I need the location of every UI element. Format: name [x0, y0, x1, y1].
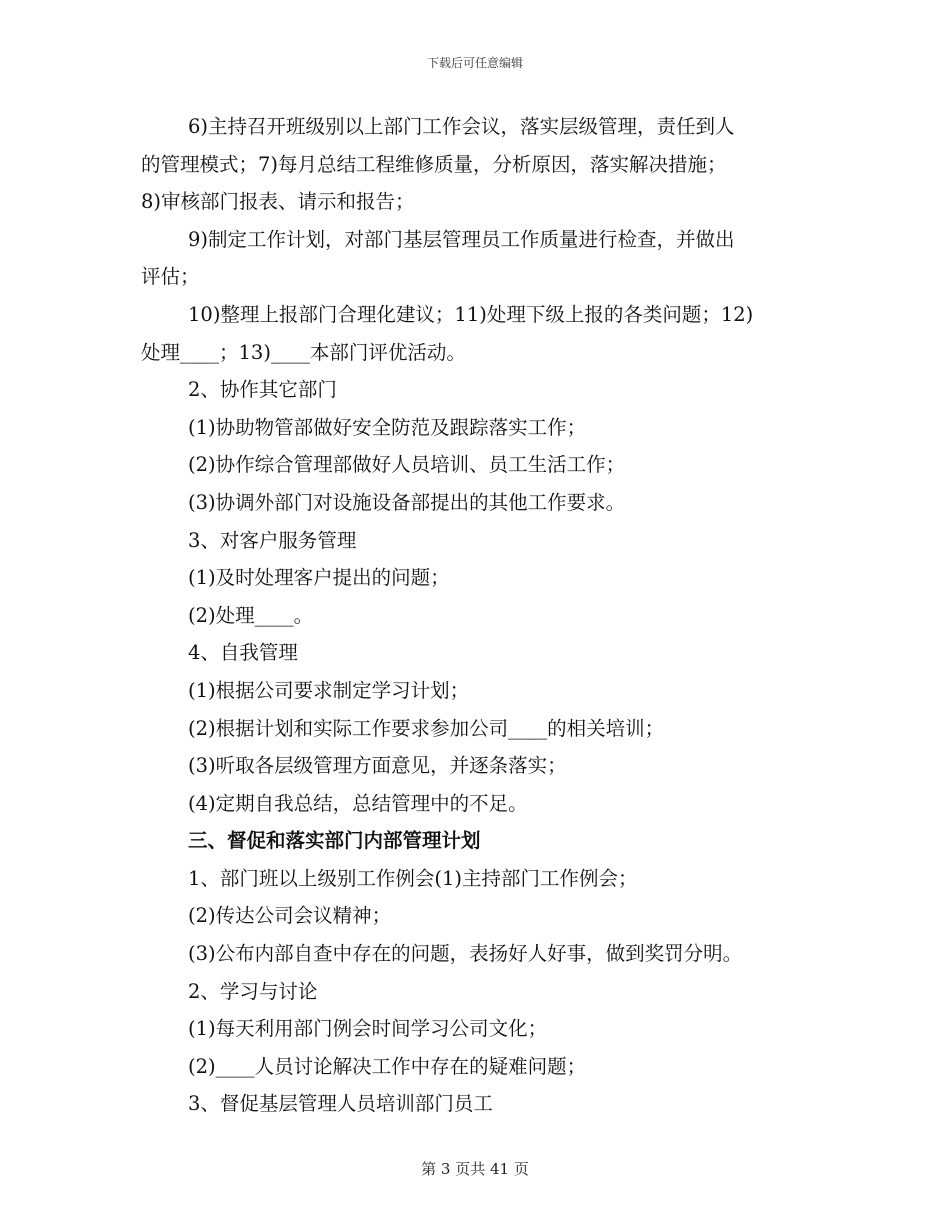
paragraph-line: (3)听取各层级管理方面意见，并逐条落实；: [188, 754, 567, 778]
paragraph-line: (2)____人员讨论解决工作中存在的疑难问题；: [188, 1054, 587, 1078]
paragraph-line: 8)审核部门报表、请示和报告；: [141, 190, 415, 214]
paragraph-line: 2、协作其它部门: [188, 378, 337, 402]
paragraph-line: (1)每天利用部门例会时间学习公司文化；: [188, 1017, 548, 1041]
paragraph-line: (2)根据计划和实际工作要求参加公司____的相关培训；: [188, 716, 665, 740]
paragraph-line: (1)及时处理客户提出的问题；: [188, 566, 450, 590]
paragraph-line: 3、对客户服务管理: [188, 528, 357, 552]
paragraph-line: 9)制定工作计划，对部门基层管理员工作质量进行检查，并做出: [188, 227, 735, 251]
paragraph-line: 3、督促基层管理人员培训部门员工: [188, 1092, 493, 1116]
paragraph-line: 1、部门班以上级别工作例会(1)主持部门工作例会；: [188, 866, 638, 890]
paragraph-line: (4)定期自我总结，总结管理中的不足。: [188, 791, 528, 815]
page-header: 下载后可任意编辑: [426, 56, 523, 70]
section-heading: 三、督促和落实部门内部管理计划: [188, 829, 481, 853]
paragraph-line: (2)传达公司会议精神；: [188, 904, 392, 928]
paragraph-line: (2)协作综合管理部做好人员培训、员工生活工作；: [188, 453, 626, 477]
document-body: [141, 108, 809, 1123]
paragraph-line: 6)主持召开班级别以上部门工作会议，落实层级管理，责任到人: [188, 115, 735, 138]
paragraph-line: 评估；: [141, 265, 200, 289]
paragraph-line: (2)处理____。: [188, 603, 314, 627]
paragraph-line: 的管理模式；7)每月总结工程维修质量，分析原因，落实解决措施；: [141, 152, 727, 176]
page-footer: 第 3 页共 41 页: [421, 1160, 529, 1178]
paragraph-line: (3)协调外部门对设施设备部提出的其他工作要求。: [188, 490, 626, 514]
paragraph-line: 10)整理上报部门合理化建议；11)处理下级上报的各类问题；12): [188, 302, 754, 326]
paragraph-line: (3)公布内部自查中存在的问题，表扬好人好事，做到奖罚分明。: [188, 942, 743, 966]
paragraph-line: (1)协助物管部做好安全防范及跟踪落实工作；: [188, 415, 587, 439]
paragraph-line: 2、学习与讨论: [188, 979, 318, 1003]
paragraph-line: 4、自我管理: [188, 641, 298, 665]
paragraph-line: (1)根据公司要求制定学习计划；: [188, 678, 470, 702]
paragraph-line: 处理____；13)____本部门评优活动。: [141, 340, 466, 364]
